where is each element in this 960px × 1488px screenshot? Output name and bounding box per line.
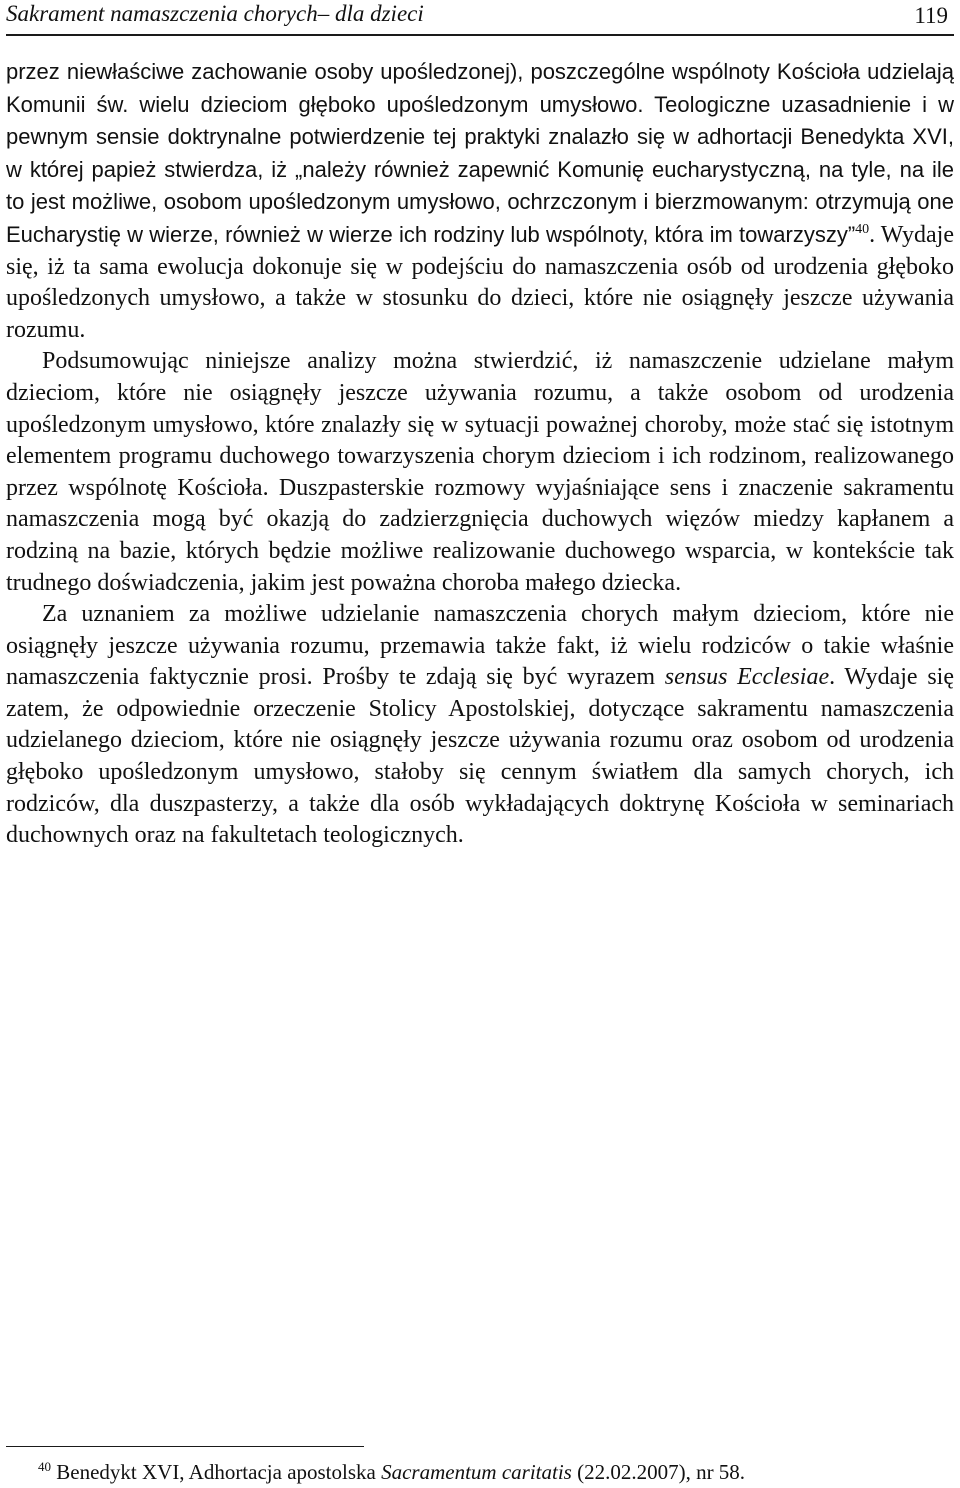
paragraph-1-text: przez niewłaściwe zachowanie osoby upośledzonej), poszczególne wspólnoty Kościoła udzielają Komunii św. wielu dzieciom głęboko upośledzonym umysłowo. Teologiczne uzasadnienie i w pewnym sensie doktrynalne potwierdzenie tej praktyki znalazło się w adhortacji Benedykta XVI, w której papież stwierdza, iż „należy również zapewnić Komunię eucharystyczną, na tyle, na ile to jest możliwe, osobom upośledzonym umysłowo, ochrzczonym i bierzmowanym: otrzymują one Eucharystię w wierze, również w wierze ich rodziny lub wspólnoty, która im towarzyszy” <box>6 59 954 247</box>
footnote-text-start: Benedykt XVI, Adhortacja apostolska <box>51 1460 382 1484</box>
paragraph-3-italic-term: sensus Ecclesiae <box>664 664 830 691</box>
paragraph-3 <box>6 599 954 852</box>
footnote-40 <box>38 1459 938 1485</box>
body-text <box>6 56 954 852</box>
footnote-italic-title: Sacramentum caritatis <box>381 1460 572 1484</box>
running-title: Sakrament namaszczenia chorych– dla dzieci <box>6 1 424 26</box>
paragraph-3-text-start: Za uznaniem za możliwe udzielanie namaszczenia chorych małym dzieciom, które nie osiągnęły jeszcze używania rozumu, przemawia także fakt, iż wielu rodziców o takie właśnie namaszczenia faktycznie prosi. Prośby te zdają się być wyrazem <box>6 601 954 691</box>
running-header <box>6 0 954 36</box>
footnote-reference: 40 <box>855 221 870 237</box>
footnote-separator <box>6 1446 364 1447</box>
footnote-text-end: (22.02.2007), nr 58. <box>571 1460 746 1484</box>
page-number: 119 <box>914 3 948 28</box>
paragraph-3-text-end: . Wydaje się zatem, że odpowiednie orzeczenie Stolicy Apostolskiej, dotyczące sakramentu namaszczenia udzielanego dzieciom, które nie osiągnęły jeszcze używania rozumu oraz osobom od urodzenia głęboko upośledzonym umysłowo, stałoby się cennym światłem dla samych chorych, ich rodziców, dla duszpasterzy, a także dla osób wykładających doktrynę Kościoła w seminariach duchownych oraz na fakultetach teologicznych. <box>6 664 954 849</box>
paragraph-2: Podsumowując niniejsze analizy można stwierdzić, iż namaszczenie udzielane małym dzieciom, które nie osiągnęły jeszcze używania rozumu, a także osobom od urodzenia upośledzonym umysłowo, które znalazły się w sytuacji poważnej choroby, może stać się istotnym elementem programu duchowego towarzyszenia chorym dzieciom i ich rodzinom, realizowanego przez wspólnotę Kościoła. Duszpasterskie rozmowy wyjaśniające sens i znaczenie sakramentu namaszczenia mogą być okazją do zadzierzgnięcia duchowych więzów miedzy kapłanem a rodziną na bazie, których będzie możliwe realizowanie duchowego wsparcia, w kontekście tak trudnego doświadczenia, jakim jest poważna choroba małego dziecka. <box>6 348 954 596</box>
footnote-number: 40 <box>38 1459 51 1474</box>
paragraph-1 <box>6 56 954 346</box>
paragraph-1-continuation: . Wydaje się, iż ta sama ewolucja dokonuje się w podejściu do namaszczenia osób od urodzenia głęboko upośledzonych umysłowo, a także w stosunku do dzieci, które nie osiągnęły jeszcze używania rozumu. <box>6 221 954 343</box>
